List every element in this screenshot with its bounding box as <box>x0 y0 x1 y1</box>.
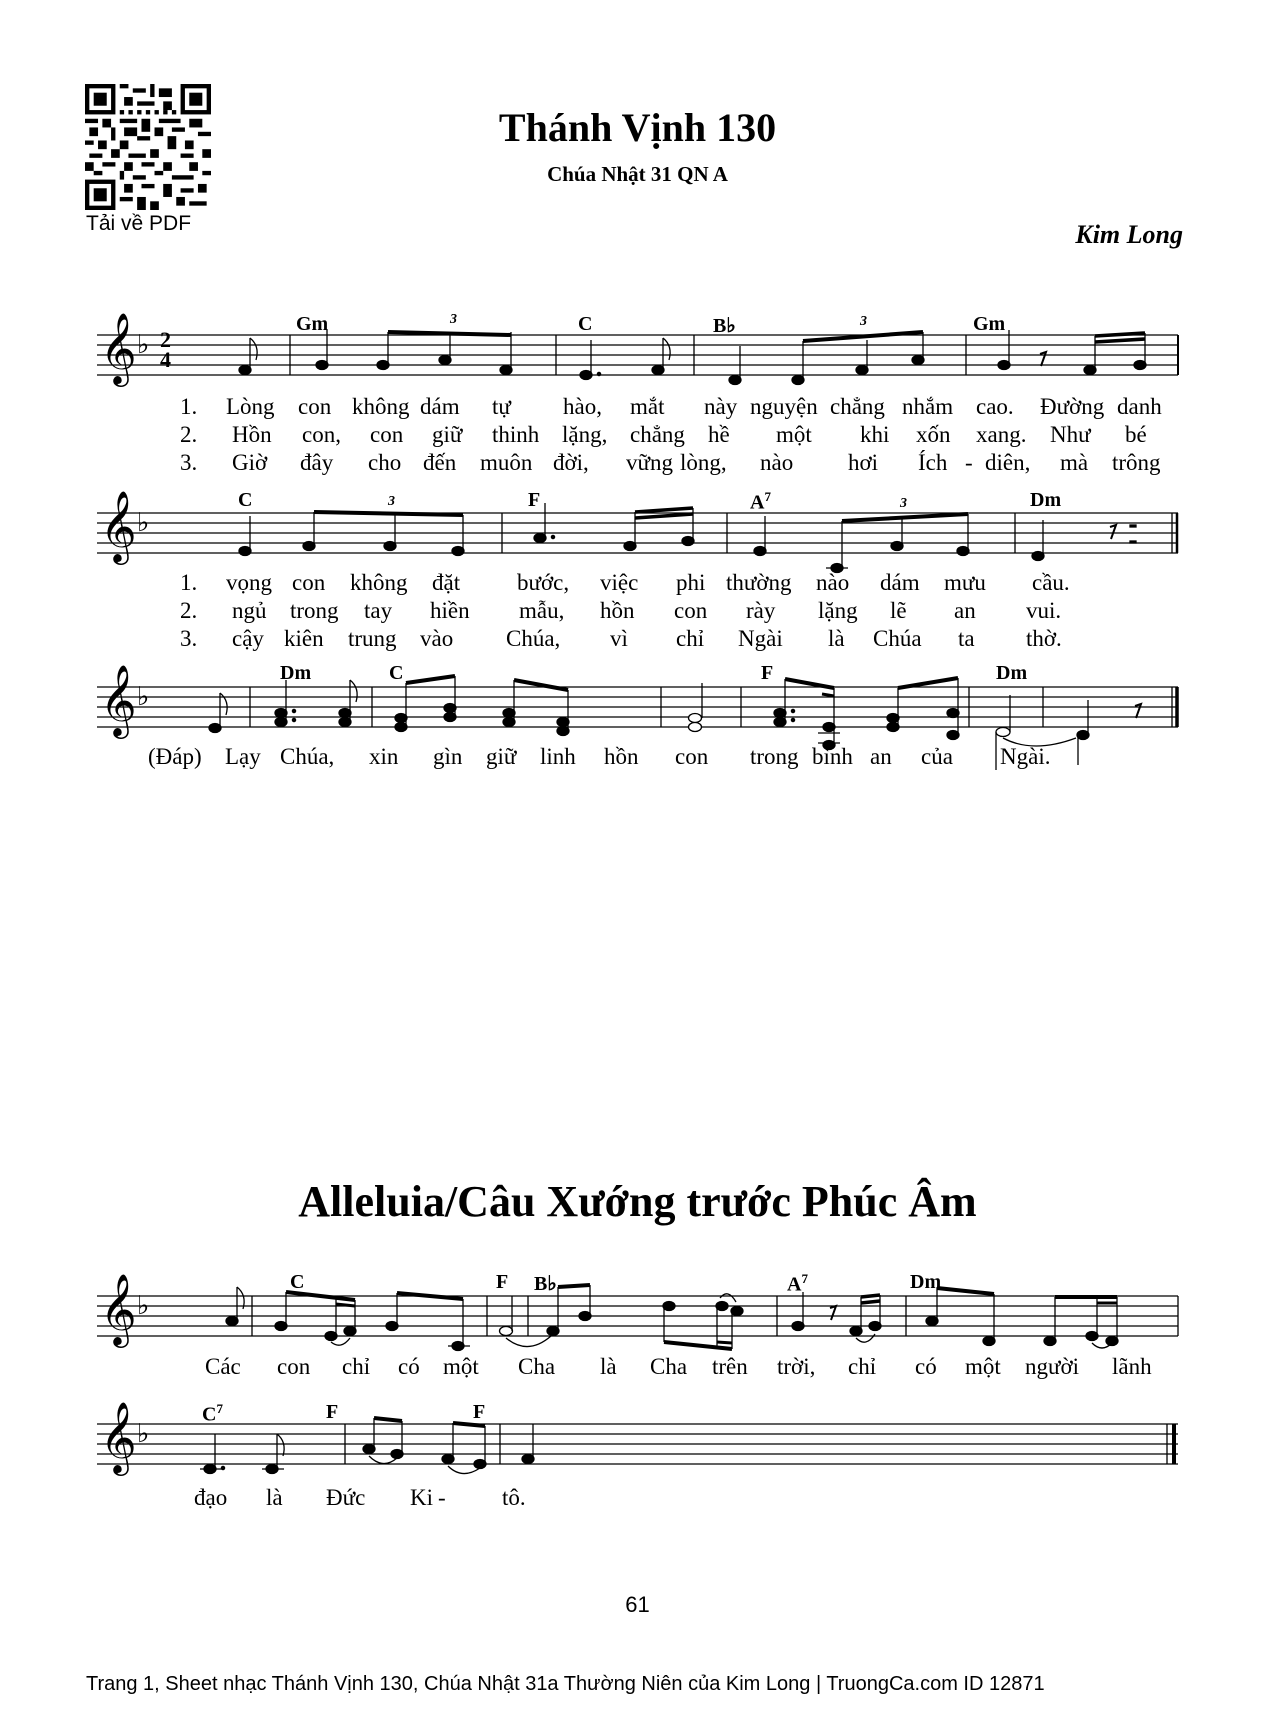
tuplet-marker: 3 <box>450 312 457 327</box>
page-title: Thánh Vịnh 130 <box>498 105 777 150</box>
flat-key-signature-icon: ♭ <box>137 1419 150 1448</box>
chord-label: Gm <box>296 313 329 335</box>
chord-label: Dm <box>1030 489 1062 511</box>
page-subtitle: Chúa Nhật 31 QN A <box>547 162 728 186</box>
chord-label: F <box>473 1401 486 1423</box>
flat-key-signature-icon: ♭ <box>137 508 150 537</box>
treble-clef-icon: 𝄞 <box>100 1404 137 1472</box>
page-number: 61 <box>625 1592 650 1617</box>
flat-key-signature-icon: ♭ <box>137 330 150 359</box>
chord-label: Dm <box>910 1271 942 1293</box>
tuplet-marker: 3 <box>900 496 907 511</box>
treble-clef-icon: 𝄞 <box>100 493 137 561</box>
tuplet-marker: 3 <box>388 494 395 509</box>
chord-label: $A^7$ <box>750 489 771 514</box>
chord-label: B♭ <box>713 315 736 337</box>
chord-label: F <box>326 1401 339 1423</box>
chord-label: F <box>496 1271 509 1293</box>
chord-label: B♭ <box>534 1273 557 1295</box>
download-pdf-link[interactable]: Tải về PDF <box>86 212 192 235</box>
composer-name: Kim Long <box>1075 220 1183 249</box>
chord-label: C <box>389 662 404 684</box>
tuplet-marker: 3 <box>860 314 867 329</box>
treble-clef-icon: 𝄞 <box>100 667 137 735</box>
treble-clef-icon: 𝄞 <box>100 1276 137 1344</box>
chord-label: $C^7$ <box>202 1401 223 1426</box>
footer-caption: Trang 1, Sheet nhạc Thánh Vịnh 130, Chúa Nhật 31a Thường Niên của Kim Long | TruongCa.com ID 12871 <box>86 1673 1045 1695</box>
chord-label: C <box>578 313 593 335</box>
chord-label: F <box>528 489 541 511</box>
chord-label: C <box>290 1271 305 1293</box>
chord-label: $A^7$ <box>787 1271 808 1296</box>
section-title-alleluia: Alleluia/Câu Xướng trước Phúc Âm <box>298 1177 977 1226</box>
flat-key-signature-icon: ♭ <box>137 682 150 711</box>
chord-label: Dm <box>996 662 1028 684</box>
chord-label: F <box>761 662 774 684</box>
flat-key-signature-icon: ♭ <box>137 1291 150 1320</box>
treble-clef-icon: 𝄞 <box>100 315 137 383</box>
chord-label: Gm <box>973 313 1006 335</box>
chord-label: Dm <box>280 662 312 684</box>
chord-label: C <box>238 489 253 511</box>
time-signature: 2 4 <box>160 327 171 372</box>
